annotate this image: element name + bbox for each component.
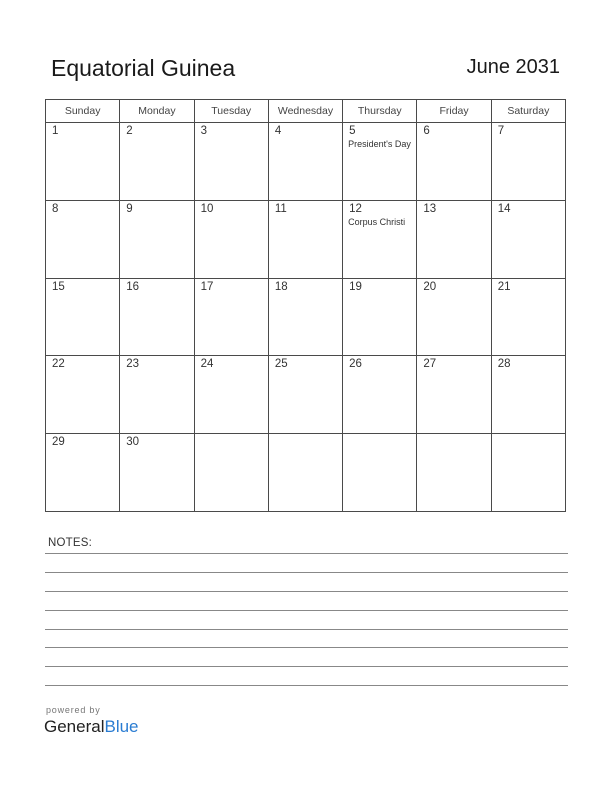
brand-blue: Blue	[104, 717, 139, 736]
note-line	[45, 629, 568, 630]
brand-logo[interactable]	[44, 717, 139, 737]
day-number: 12	[349, 202, 362, 215]
day-number: 7	[497, 125, 505, 137]
day-cell	[343, 200, 417, 278]
day-number: 30	[126, 436, 140, 449]
day-cell	[194, 278, 268, 356]
day-number: 20	[423, 280, 437, 293]
day-cell	[46, 200, 120, 278]
day-number: 9	[126, 202, 133, 215]
day-number: 13	[423, 202, 437, 215]
day-cell	[120, 434, 194, 512]
day-cell	[268, 356, 342, 434]
note-line	[45, 553, 568, 554]
month-year: June 2031	[466, 56, 560, 78]
day-cell	[491, 123, 565, 201]
empty-day-cell	[343, 434, 417, 512]
week-row	[46, 200, 566, 278]
day-number: 1	[52, 125, 59, 137]
day-cell	[491, 278, 565, 356]
notes-label: NOTES:	[48, 537, 93, 549]
empty-day-cell	[268, 434, 342, 512]
country-title: Equatorial Guinea	[51, 55, 236, 81]
day-cell	[194, 123, 268, 201]
day-number: 15	[52, 280, 65, 293]
day-number: 27	[423, 358, 437, 371]
day-cell	[120, 200, 194, 278]
weekday-monday: Monday	[120, 100, 194, 123]
day-cell	[417, 123, 491, 201]
holiday-label: Corpus Christi	[348, 216, 406, 227]
day-cell	[194, 356, 268, 434]
day-number: 2	[126, 125, 133, 137]
day-cell	[491, 356, 565, 434]
day-cell	[46, 434, 120, 512]
day-cell	[417, 200, 491, 278]
day-cell	[46, 356, 120, 434]
day-number: 26	[349, 358, 362, 371]
day-number: 22	[52, 358, 65, 371]
weekday-saturday: Saturday	[491, 100, 565, 123]
day-cell	[120, 356, 194, 434]
day-number: 6	[423, 125, 430, 137]
day-number: 18	[274, 280, 288, 293]
day-cell	[417, 278, 491, 356]
holiday-label: President's Day	[348, 139, 411, 149]
day-number: 17	[200, 280, 214, 293]
day-cell	[491, 200, 565, 278]
empty-day-cell	[194, 434, 268, 512]
day-number: 29	[52, 436, 65, 449]
weekday-tuesday: Tuesday	[194, 100, 268, 123]
day-number: 16	[126, 280, 140, 293]
empty-day-cell	[417, 434, 491, 512]
day-cell	[268, 200, 342, 278]
weekday-wednesday: Wednesday	[268, 100, 342, 123]
note-line	[45, 591, 568, 592]
day-cell	[343, 278, 417, 356]
week-row	[46, 123, 566, 201]
note-line	[45, 685, 568, 686]
day-number: 24	[200, 358, 214, 371]
empty-day-cell	[491, 434, 565, 512]
brand-general: General	[44, 717, 105, 736]
week-row	[46, 356, 566, 434]
day-number: 5	[349, 125, 356, 137]
day-number: 11	[274, 202, 287, 215]
week-row	[46, 434, 566, 512]
weekday-header-row	[46, 100, 566, 123]
day-number: 14	[497, 202, 511, 215]
day-cell	[268, 123, 342, 201]
day-number: 28	[497, 358, 511, 371]
weekday-friday: Friday	[417, 100, 491, 123]
note-line	[45, 647, 568, 648]
day-cell	[120, 123, 194, 201]
day-cell	[120, 278, 194, 356]
day-cell	[46, 123, 120, 201]
day-cell	[343, 356, 417, 434]
day-number: 4	[274, 125, 282, 137]
day-cell	[194, 200, 268, 278]
day-number: 25	[274, 358, 288, 371]
weekday-sunday: Sunday	[46, 100, 120, 123]
day-number: 10	[200, 202, 214, 215]
day-number: 23	[126, 358, 140, 371]
weekday-thursday: Thursday	[343, 100, 417, 123]
note-line	[45, 572, 568, 573]
day-cell	[417, 356, 491, 434]
calendar-body	[46, 123, 566, 512]
day-number: 8	[52, 202, 59, 215]
day-number: 19	[349, 280, 362, 293]
powered-by-text: powered by	[46, 705, 101, 715]
week-row	[46, 278, 566, 356]
note-line	[45, 610, 568, 611]
day-number: 3	[200, 125, 207, 137]
day-cell	[46, 278, 120, 356]
day-number: 21	[497, 280, 511, 293]
day-cell	[343, 123, 417, 201]
day-cell	[268, 278, 342, 356]
calendar-grid	[45, 99, 566, 512]
note-line	[45, 666, 568, 667]
